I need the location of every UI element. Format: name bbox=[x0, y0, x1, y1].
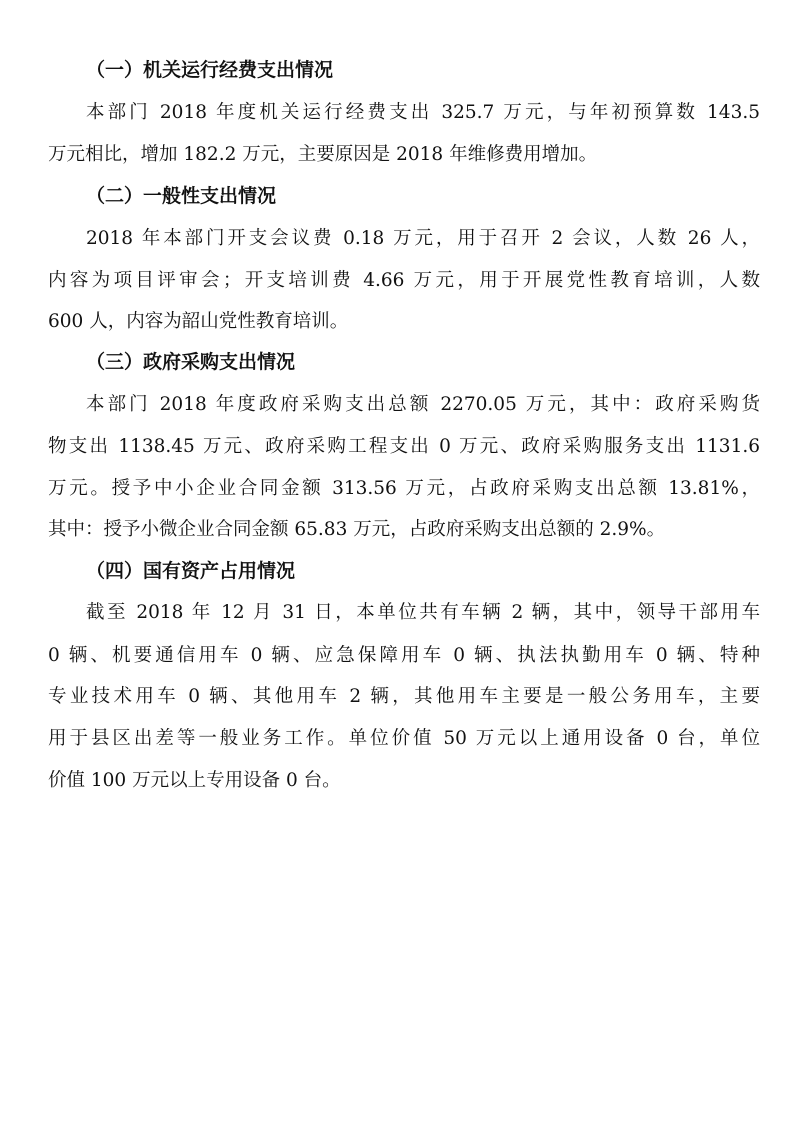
paragraph-line: 价值 100 万元以上专用设备 0 台。 bbox=[48, 770, 341, 791]
section-heading-4: （四）国有资产占用情况 bbox=[86, 560, 296, 582]
paragraph-line: 物支出 1138.45 万元、政府采购工程支出 0 万元、政府采购服务支出 1131.6 bbox=[48, 436, 760, 457]
section-heading-3: （三）政府采购支出情况 bbox=[86, 351, 296, 373]
paragraph-line: 600 人，内容为韶山党性教育培训。 bbox=[48, 311, 349, 332]
section-heading-2: （二）一般性支出情况 bbox=[86, 185, 277, 207]
section-heading-1: （一）机关运行经费支出情况 bbox=[86, 59, 334, 81]
paragraph-line: 截至 2018 年 12 月 31 日，本单位共有车辆 2 辆，其中，领导干部用车 bbox=[86, 602, 760, 623]
paragraph-line: 万元。授予中小企业合同金额 313.56 万元，占政府采购支出总额 13.81%， bbox=[48, 478, 760, 499]
paragraph-line: 用于县区出差等一般业务工作。单位价值 50 万元以上通用设备 0 台，单位 bbox=[48, 728, 760, 749]
paragraph-line: 内容为项目评审会；开支培训费 4.66 万元，用于开展党性教育培训，人数 bbox=[48, 270, 760, 291]
paragraph-line: 万元相比，增加 182.2 万元，主要原因是 2018 年维修费用增加。 bbox=[48, 144, 598, 165]
paragraph-line: 2018 年本部门开支会议费 0.18 万元，用于召开 2 会议，人数 26 人， bbox=[86, 228, 760, 249]
paragraph-line: 其中：授予小微企业合同金额 65.83 万元，占政府采购支出总额的 2.9%。 bbox=[48, 519, 666, 540]
paragraph-line: 本部门 2018 年度机关运行经费支出 325.7 万元，与年初预算数 143.5 bbox=[86, 102, 760, 123]
paragraph-line: 0 辆、机要通信用车 0 辆、应急保障用车 0 辆、执法执勤用车 0 辆、特种 bbox=[48, 645, 760, 666]
paragraph-line: 专业技术用车 0 辆、其他用车 2 辆，其他用车主要是一般公务用车，主要 bbox=[48, 686, 760, 707]
paragraph-line: 本部门 2018 年度政府采购支出总额 2270.05 万元，其中：政府采购货 bbox=[86, 394, 760, 415]
